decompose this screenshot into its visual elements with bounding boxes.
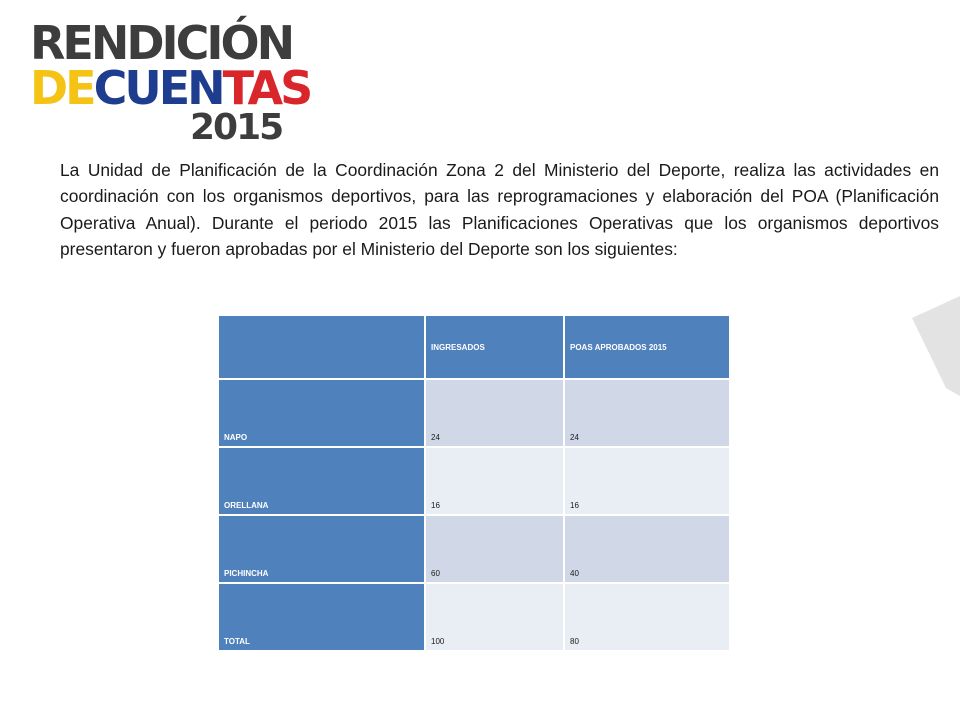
- cell-aprobados: 24: [564, 379, 730, 447]
- logo-line-year: 2015: [190, 107, 283, 148]
- table-row: [218, 379, 730, 447]
- cell-ingresados: 60: [425, 515, 564, 583]
- table-header-aprobados: POAS APROBADOS 2015: [564, 315, 730, 379]
- intro-paragraph: La Unidad de Planificación de la Coordinación Zona 2 del Ministerio del Deporte, realiza las actividades en coordinación con los organismos deportivos, para las reprogramaciones y elaboración del POA (Planificación Operativa Anual). Durante el periodo 2015 las Planificaciones Operativas que los organismos deportivos presentaron y fueron aprobadas por el Ministerio del Deporte son los siguientes:: [60, 160, 939, 259]
- table-header-empty: [218, 315, 425, 379]
- logo-word-de: DE: [30, 61, 94, 115]
- logo-line-decuentas: [30, 61, 311, 115]
- row-label: TOTAL: [218, 583, 425, 651]
- cell-ingresados: 100: [425, 583, 564, 651]
- logo-line-rendicion: RENDICIÓN: [30, 16, 293, 70]
- cell-aprobados: 16: [564, 447, 730, 515]
- rendicion-de-cuentas-logo: [30, 16, 311, 148]
- decorative-corner-shape: [912, 296, 960, 396]
- table-row: [218, 583, 730, 651]
- cell-aprobados: 40: [564, 515, 730, 583]
- logo-word-cuen: CUEN: [93, 61, 223, 115]
- cell-ingresados: 24: [425, 379, 564, 447]
- logo-word-tas: TAS: [222, 61, 311, 115]
- row-label: PICHINCHA: [218, 515, 425, 583]
- table-row: [218, 515, 730, 583]
- table-header-row: [218, 315, 730, 379]
- table-header-ingresados: INGRESADOS: [425, 315, 564, 379]
- row-label: ORELLANA: [218, 447, 425, 515]
- table-row: [218, 447, 730, 515]
- row-label: NAPO: [218, 379, 425, 447]
- cell-ingresados: 16: [425, 447, 564, 515]
- cell-aprobados: 80: [564, 583, 730, 651]
- poa-table: [217, 314, 731, 652]
